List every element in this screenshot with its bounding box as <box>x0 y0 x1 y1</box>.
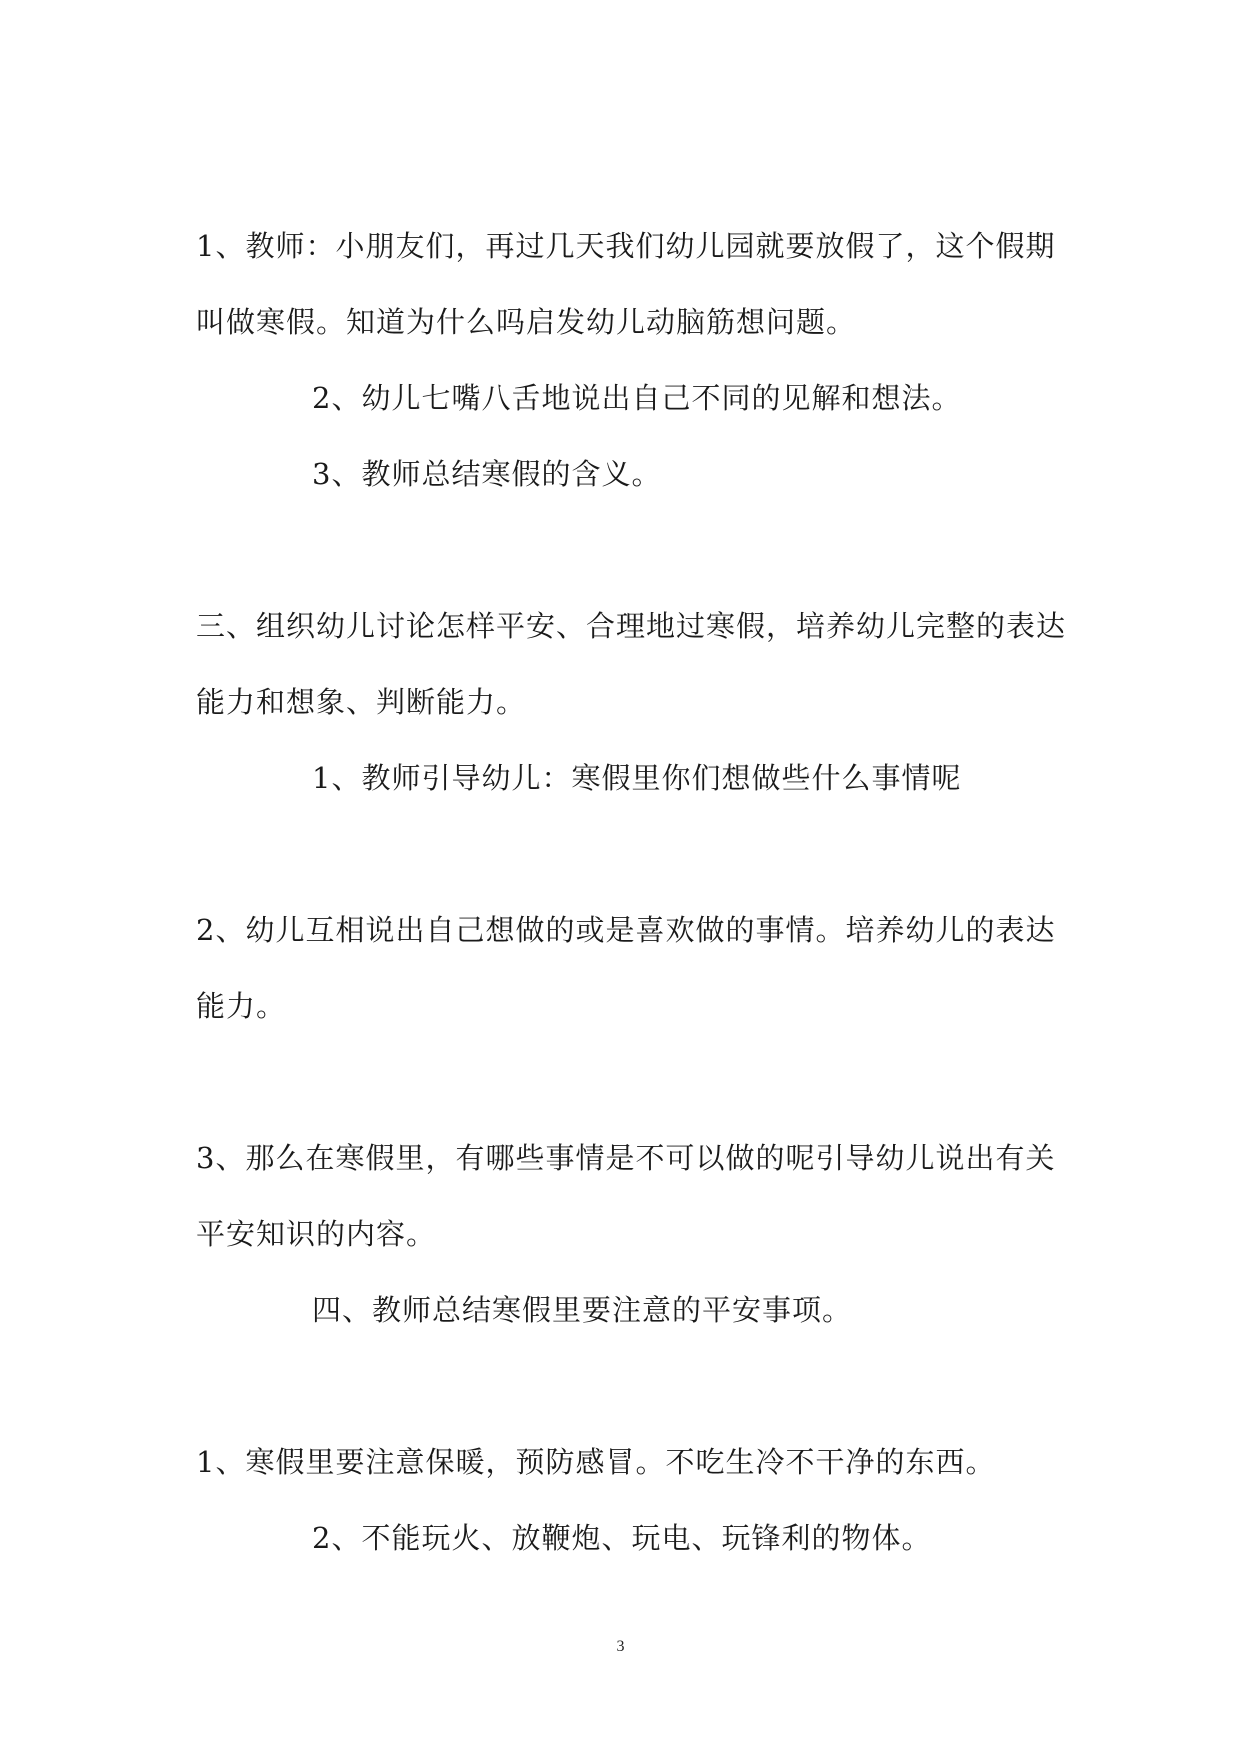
text-line: 1、寒假里要注意保暖，预防感冒。不吃生冷不干净的东西。 <box>196 1445 996 1479</box>
section-heading: 三、组织幼儿讨论怎样平安、合理地过寒假，培养幼儿完整的表达 <box>196 609 1067 643</box>
section-heading: 四、教师总结寒假里要注意的平安事项。 <box>312 1293 853 1327</box>
text-line: 2、不能玩火、放鞭炮、玩电、玩锋利的物体。 <box>312 1521 932 1555</box>
text-line: 2、幼儿互相说出自己想做的或是喜欢做的事情。培养幼儿的表达 <box>196 913 1056 947</box>
text-line: 叫做寒假。知道为什么吗启发幼儿动脑筋想问题。 <box>196 305 857 339</box>
text-line: 平安知识的内容。 <box>196 1217 437 1251</box>
text-line: 1、教师：小朋友们，再过几天我们幼儿园就要放假了，这个假期 <box>196 229 1056 263</box>
text-line: 2、幼儿七嘴八舌地说出自己不同的见解和想法。 <box>312 381 962 415</box>
text-line: 1、教师引导幼儿：寒假里你们想做些什么事情呢 <box>312 761 962 795</box>
text-line: 能力和想象、判断能力。 <box>196 685 527 719</box>
text-line: 能力。 <box>196 989 287 1023</box>
text-line: 3、教师总结寒假的含义。 <box>312 457 662 491</box>
page-number: 3 <box>616 1638 625 1655</box>
text-line: 3、那么在寒假里，有哪些事情是不可以做的呢引导幼儿说出有关 <box>196 1141 1056 1175</box>
